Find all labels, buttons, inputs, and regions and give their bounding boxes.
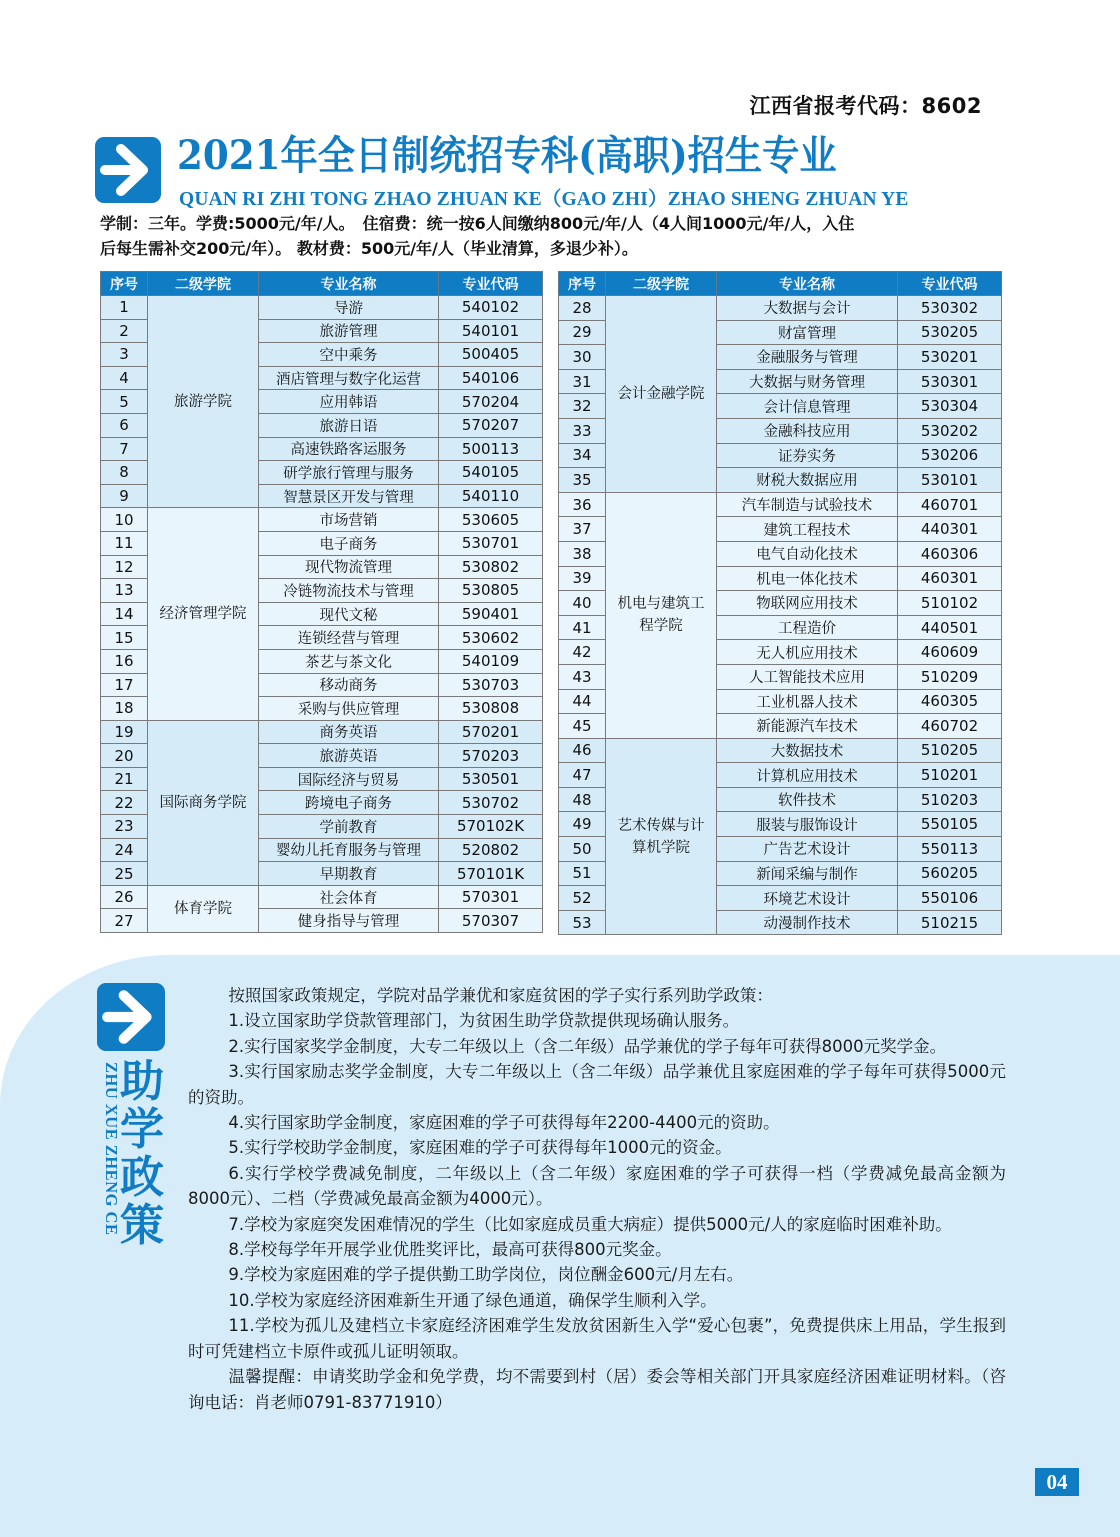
policy-title	[118, 1058, 166, 1250]
major-code: 530501	[439, 767, 543, 791]
major-code: 550106	[898, 886, 1002, 911]
major-code: 460701	[898, 492, 1002, 517]
major-code: 460702	[898, 714, 1002, 739]
major-name: 无人机应用技术	[717, 640, 898, 665]
major-code: 440501	[898, 615, 1002, 640]
major-code: 460609	[898, 640, 1002, 665]
row-number: 37	[559, 517, 606, 542]
table-row	[101, 296, 543, 320]
major-code: 460305	[898, 689, 1002, 714]
policy-title-char: 政	[120, 1152, 164, 1203]
major-name: 茶艺与茶文化	[259, 649, 439, 673]
row-number: 39	[559, 566, 606, 591]
major-code: 560205	[898, 861, 1002, 886]
major-name: 会计信息管理	[717, 394, 898, 419]
major-code: 530205	[898, 320, 1002, 345]
right-arrow-icon	[95, 137, 161, 203]
major-code: 570204	[439, 390, 543, 414]
major-name: 电气自动化技术	[717, 541, 898, 566]
row-number: 5	[101, 390, 148, 414]
major-code: 510102	[898, 591, 1002, 616]
major-code: 530805	[439, 579, 543, 603]
row-number: 15	[101, 626, 148, 650]
row-number: 14	[101, 602, 148, 626]
major-code: 530702	[439, 791, 543, 815]
college-name-line: 算机学院	[632, 839, 690, 856]
major-name: 采购与供应管理	[259, 697, 439, 721]
major-code: 510205	[898, 738, 1002, 763]
college-name: 旅游学院	[148, 296, 259, 508]
major-code: 540105	[439, 461, 543, 485]
column-header-code: 专业代码	[898, 272, 1002, 296]
table-header-row	[559, 272, 1002, 296]
row-number: 12	[101, 555, 148, 579]
major-name: 大数据与财务管理	[717, 369, 898, 394]
major-name: 商务英语	[259, 720, 439, 744]
major-code: 540101	[439, 319, 543, 343]
major-code: 540106	[439, 366, 543, 390]
major-name: 软件技术	[717, 787, 898, 812]
major-code: 530605	[439, 508, 543, 532]
major-code: 570101K	[439, 862, 543, 886]
major-name: 国际经济与贸易	[259, 767, 439, 791]
major-name: 移动商务	[259, 673, 439, 697]
major-name: 市场营销	[259, 508, 439, 532]
major-name: 智慧景区开发与管理	[259, 484, 439, 508]
major-code: 530304	[898, 394, 1002, 419]
row-number: 51	[559, 861, 606, 886]
row-number: 16	[101, 649, 148, 673]
major-code: 590401	[439, 602, 543, 626]
major-code: 460301	[898, 566, 1002, 591]
row-number: 20	[101, 744, 148, 768]
major-name: 学前教育	[259, 815, 439, 839]
major-name: 财富管理	[717, 320, 898, 345]
major-name: 研学旅行管理与服务	[259, 461, 439, 485]
major-name: 人工智能技术应用	[717, 664, 898, 689]
major-code: 550113	[898, 837, 1002, 862]
row-number: 46	[559, 738, 606, 763]
majors-table-left	[100, 271, 543, 933]
major-name: 旅游日语	[259, 413, 439, 437]
major-name: 空中乘务	[259, 343, 439, 367]
policy-title-char: 策	[120, 1200, 164, 1251]
row-number: 24	[101, 838, 148, 862]
policy-title-char: 学	[120, 1104, 164, 1155]
row-number: 30	[559, 345, 606, 370]
major-code: 570307	[439, 909, 543, 933]
major-name: 社会体育	[259, 885, 439, 909]
row-number: 43	[559, 664, 606, 689]
major-name: 健身指导与管理	[259, 909, 439, 933]
row-number: 40	[559, 591, 606, 616]
major-name: 酒店管理与数字化运营	[259, 366, 439, 390]
row-number: 47	[559, 763, 606, 788]
major-name: 现代物流管理	[259, 555, 439, 579]
major-code: 570203	[439, 744, 543, 768]
major-code: 570207	[439, 413, 543, 437]
major-code: 540109	[439, 649, 543, 673]
policy-title-char: 助	[120, 1056, 164, 1107]
policy-item: 3.实行国家励志奖学金制度，大专二年级以上（含二年级）品学兼优且家庭困难的学子每年可获得5000元的资助。	[188, 1062, 1006, 1107]
major-code: 460306	[898, 541, 1002, 566]
row-number: 10	[101, 508, 148, 532]
major-name: 应用韩语	[259, 390, 439, 414]
major-name: 连锁经营与管理	[259, 626, 439, 650]
policy-title-pinyin: ZHU XUE ZHENG CE	[102, 1062, 121, 1236]
major-name: 旅游英语	[259, 744, 439, 768]
row-number: 31	[559, 369, 606, 394]
table-row	[101, 885, 543, 909]
policy-item: 1.设立国家助学贷款管理部门，为贫困生助学贷款提供现场确认服务。	[228, 1011, 740, 1031]
major-name: 婴幼儿托育服务与管理	[259, 838, 439, 862]
row-number: 7	[101, 437, 148, 461]
college-name: 体育学院	[148, 885, 259, 932]
table-row	[101, 720, 543, 744]
policy-reminder: 温馨提醒：申请奖助学金和免学费，均不需要到村（居）委会等相关部门开具家庭经济困难证明材料。（咨询电话：肖老师0791-83771910）	[188, 1367, 1006, 1412]
major-name: 服装与服饰设计	[717, 812, 898, 837]
major-code: 540102	[439, 296, 543, 320]
row-number: 36	[559, 492, 606, 517]
major-code: 510209	[898, 664, 1002, 689]
row-number: 53	[559, 910, 606, 935]
row-number: 25	[101, 862, 148, 886]
major-name: 环境艺术设计	[717, 886, 898, 911]
policy-item: 6.实行学校学费减免制度，二年级以上（含二年级）家庭困难的学子可获得一档（学费减免最高金额为8000元）、二档（学费减免最高金额为4000元）。	[188, 1163, 1006, 1209]
major-code: 530703	[439, 673, 543, 697]
row-number: 21	[101, 767, 148, 791]
column-header-major: 专业名称	[259, 272, 439, 296]
policy-item: 11.学校为孤儿及建档立卡家庭经济困难学生发放贫困新生入学“爱心包裹”，免费提供床上用品，学生报到时可凭建档立卡原件或孤儿证明领取。	[188, 1316, 1006, 1361]
policy-item: 8.学校每学年开展学业优胜奖评比，最高可获得800元奖金。	[228, 1240, 672, 1260]
row-number: 33	[559, 418, 606, 443]
major-code: 570201	[439, 720, 543, 744]
row-number: 42	[559, 640, 606, 665]
row-number: 41	[559, 615, 606, 640]
major-code: 530808	[439, 697, 543, 721]
row-number: 2	[101, 319, 148, 343]
major-name: 汽车制造与试验技术	[717, 492, 898, 517]
row-number: 44	[559, 689, 606, 714]
policy-item: 2.实行国家奖学金制度，大专二年级以上（含二年级）品学兼优的学子每年可获得8000元奖学金。	[228, 1036, 947, 1056]
row-number: 27	[101, 909, 148, 933]
major-code: 510201	[898, 763, 1002, 788]
major-name: 证券实务	[717, 443, 898, 468]
row-number: 22	[101, 791, 148, 815]
table-row	[559, 492, 1002, 517]
majors-table-right	[558, 271, 1002, 935]
major-name: 新能源汽车技术	[717, 714, 898, 739]
major-code: 530202	[898, 418, 1002, 443]
major-code: 570102K	[439, 815, 543, 839]
major-name: 工程造价	[717, 615, 898, 640]
major-code: 440301	[898, 517, 1002, 542]
row-number: 13	[101, 579, 148, 603]
major-name: 现代文秘	[259, 602, 439, 626]
table-row	[101, 508, 543, 532]
table-row	[559, 296, 1002, 321]
row-number: 49	[559, 812, 606, 837]
fee-info	[100, 211, 1000, 261]
table-row	[559, 738, 1002, 763]
major-name: 工业机器人技术	[717, 689, 898, 714]
row-number: 17	[101, 673, 148, 697]
major-name: 导游	[259, 296, 439, 320]
major-name: 新闻采编与制作	[717, 861, 898, 886]
major-code: 530301	[898, 369, 1002, 394]
row-number: 19	[101, 720, 148, 744]
major-code: 530206	[898, 443, 1002, 468]
major-code: 500405	[439, 343, 543, 367]
table-header-row	[101, 272, 543, 296]
policy-item: 7.学校为家庭突发困难情况的学生（比如家庭成员重大病症）提供5000元/人的家庭临时困难补助。	[228, 1214, 952, 1234]
major-name: 跨境电子商务	[259, 791, 439, 815]
exam-code: 江西省报考代码：8602	[749, 94, 982, 118]
column-header-no: 序号	[559, 272, 606, 296]
column-header-code: 专业代码	[439, 272, 543, 296]
row-number: 50	[559, 837, 606, 862]
fee-line-2: 后每生需补交200元/年）。 教材费：500元/年/人（毕业清算，多退少补）。	[100, 239, 638, 258]
row-number: 8	[101, 461, 148, 485]
right-arrow-icon	[97, 983, 165, 1051]
major-code: 500113	[439, 437, 543, 461]
row-number: 3	[101, 343, 148, 367]
row-number: 1	[101, 296, 148, 320]
column-header-major: 专业名称	[717, 272, 898, 296]
major-code: 520802	[439, 838, 543, 862]
major-name: 物联网应用技术	[717, 591, 898, 616]
fee-line-1: 学制：三年。学费:5000元/年/人。 住宿费：统一按6人间缴纳800元/年/人（4人间1000元/年/人，入住	[100, 214, 855, 233]
policy-item: 4.实行国家助学金制度，家庭困难的学子可获得每年2200-4400元的资助。	[228, 1113, 780, 1133]
college-name-line: 艺术传媒与计	[617, 817, 705, 834]
row-number: 48	[559, 787, 606, 812]
row-number: 23	[101, 815, 148, 839]
policy-item: 5.实行学校助学金制度，家庭困难的学子可获得每年1000元的资金。	[228, 1138, 732, 1158]
major-name: 冷链物流技术与管理	[259, 579, 439, 603]
major-code: 510203	[898, 787, 1002, 812]
major-code: 530602	[439, 626, 543, 650]
policy-item: 10.学校为家庭经济困难新生开通了绿色通道，确保学生顺利入学。	[228, 1290, 717, 1310]
college-name: 经济管理学院	[148, 508, 259, 720]
college-name	[606, 492, 717, 738]
college-name: 国际商务学院	[148, 720, 259, 885]
column-header-college: 二级学院	[606, 272, 717, 296]
college-name-line: 程学院	[639, 618, 683, 635]
column-header-no: 序号	[101, 272, 148, 296]
major-name: 广告艺术设计	[717, 837, 898, 862]
major-name: 旅游管理	[259, 319, 439, 343]
major-code: 530201	[898, 345, 1002, 370]
row-number: 26	[101, 885, 148, 909]
row-number: 18	[101, 697, 148, 721]
policy-text	[188, 983, 1006, 1415]
major-name: 计算机应用技术	[717, 763, 898, 788]
major-name: 财税大数据应用	[717, 468, 898, 493]
policy-item: 9.学校为家庭困难的学子提供勤工助学岗位，岗位酬金600元/月左右。	[228, 1265, 744, 1285]
major-code: 530302	[898, 296, 1002, 321]
major-name: 电子商务	[259, 531, 439, 555]
major-name: 机电一体化技术	[717, 566, 898, 591]
row-number: 45	[559, 714, 606, 739]
college-name: 会计金融学院	[606, 296, 717, 493]
row-number: 38	[559, 541, 606, 566]
row-number: 11	[101, 531, 148, 555]
row-number: 34	[559, 443, 606, 468]
column-header-college: 二级学院	[148, 272, 259, 296]
row-number: 6	[101, 413, 148, 437]
major-code: 530701	[439, 531, 543, 555]
major-code: 530802	[439, 555, 543, 579]
row-number: 4	[101, 366, 148, 390]
major-code: 550105	[898, 812, 1002, 837]
row-number: 52	[559, 886, 606, 911]
major-code: 530101	[898, 468, 1002, 493]
major-code: 570301	[439, 885, 543, 909]
policy-intro: 按照国家政策规定，学院对品学兼优和家庭贫困的学子实行系列助学政策：	[228, 986, 773, 1005]
row-number: 28	[559, 296, 606, 321]
major-name: 金融科技应用	[717, 418, 898, 443]
page-title: 2021年全日制统招专科(高职)招生专业	[177, 132, 837, 179]
page-number: 04	[1035, 1468, 1079, 1496]
major-name: 金融服务与管理	[717, 345, 898, 370]
college-name-line: 机电与建筑工	[617, 596, 705, 613]
major-name: 建筑工程技术	[717, 517, 898, 542]
row-number: 32	[559, 394, 606, 419]
major-name: 大数据与会计	[717, 296, 898, 321]
major-name: 早期教育	[259, 862, 439, 886]
row-number: 29	[559, 320, 606, 345]
major-name: 大数据技术	[717, 738, 898, 763]
college-name	[606, 738, 717, 935]
major-name: 动漫制作技术	[717, 910, 898, 935]
major-code: 510215	[898, 910, 1002, 935]
row-number: 9	[101, 484, 148, 508]
major-name: 高速铁路客运服务	[259, 437, 439, 461]
row-number: 35	[559, 468, 606, 493]
major-code: 540110	[439, 484, 543, 508]
page-subtitle-pinyin: QUAN RI ZHI TONG ZHAO ZHUAN KE（GAO ZHI）ZHAO SHENG ZHUAN YE	[179, 189, 909, 210]
